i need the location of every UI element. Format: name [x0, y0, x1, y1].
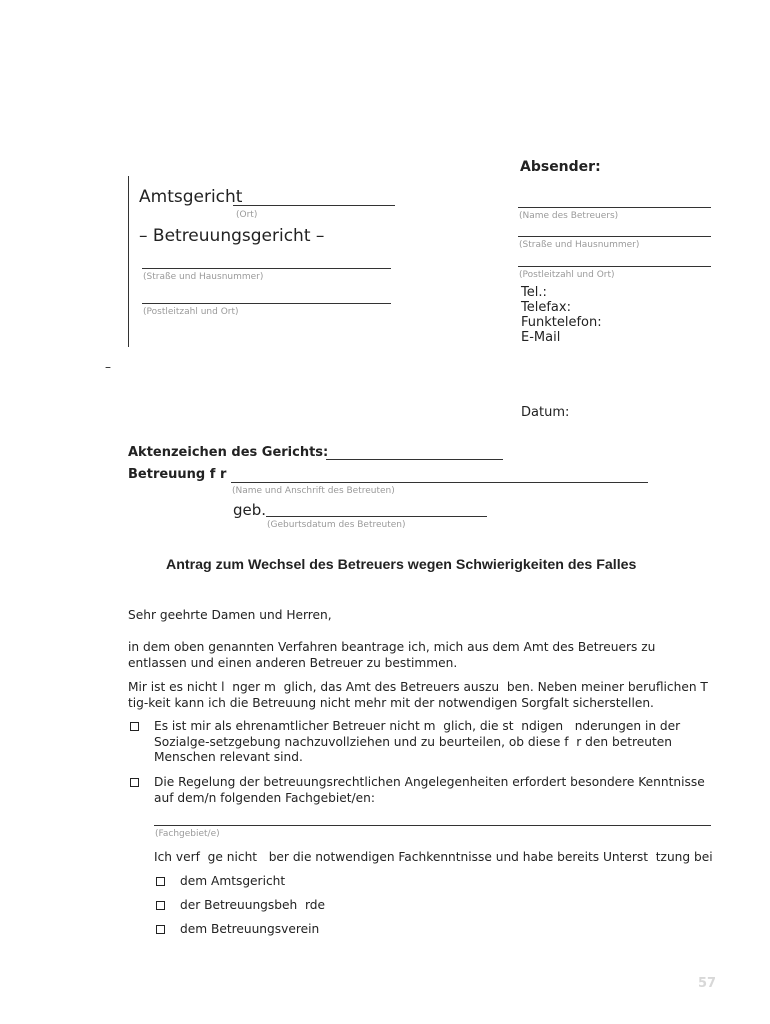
field-hint: (Fachgebiet/e)	[155, 829, 220, 839]
support-option-authority: der Betreuungsbeh rde	[180, 898, 325, 912]
court-city-hint: (Postleitzahl und Ort)	[143, 307, 239, 317]
sender-city-field[interactable]	[518, 266, 711, 267]
document-title: Antrag zum Wechsel des Betreuers wegen Schwierigkeiten des Falles	[166, 557, 637, 573]
court-title: Amtsgericht	[139, 187, 243, 207]
field-line[interactable]	[154, 825, 711, 826]
support-text: Ich verf ge nicht ber die notwendigen Fachkenntnisse und habe bereits Unterst tzung bei	[154, 850, 713, 864]
court-street-hint: (Straße und Hausnummer)	[143, 272, 264, 282]
support-option-association-checkbox[interactable]	[156, 925, 165, 934]
option1-checkbox[interactable]	[130, 722, 139, 731]
support-option-association: dem Betreuungsverein	[180, 922, 320, 936]
sender-tel-label: Tel.:	[521, 285, 547, 300]
option2-checkbox[interactable]	[130, 778, 139, 787]
support-option-authority-checkbox[interactable]	[156, 901, 165, 910]
sender-name-field[interactable]	[518, 207, 711, 208]
court-block-bar	[128, 176, 129, 347]
sender-heading: Absender:	[520, 159, 601, 175]
sender-fax-label: Telefax:	[521, 300, 571, 315]
care-for-hint: (Name und Anschrift des Betreuten)	[232, 486, 395, 496]
sender-email-label: E-Mail	[521, 330, 561, 345]
court-subtitle: – Betreuungsgericht –	[139, 226, 325, 246]
sender-street-field[interactable]	[518, 236, 711, 237]
paragraph-reason: Mir ist es nicht l nger m glich, das Amt des Betreuers auszu ben. Neben meiner beruflichen T tig-keit kann ich die Betreuung nicht mehr mit der notwendigen Sorgfalt sicherstellen.	[128, 680, 716, 710]
court-place-field[interactable]	[233, 205, 395, 206]
court-city-field[interactable]	[142, 303, 391, 304]
born-field[interactable]	[266, 516, 487, 517]
page-number: 57	[698, 976, 717, 991]
sender-name-hint: (Name des Betreuers)	[519, 211, 619, 221]
date-label: Datum:	[521, 405, 570, 420]
option1-text: Es ist mir als ehrenamtlicher Betreuer nicht m glich, die st ndigen nderungen in der Sozialge-setzgebung nachzuvollziehen und zu beurteilen, ob diese f r den betreuten Menschen relevant sind.	[154, 719, 685, 764]
care-for-label: Betreuung f r	[128, 467, 227, 482]
sender-street-hint: (Straße und Hausnummer)	[519, 240, 640, 250]
born-label: geb.	[233, 501, 267, 519]
support-option-court-checkbox[interactable]	[156, 877, 165, 886]
sender-city-hint: (Postleitzahl und Ort)	[519, 270, 615, 280]
fold-mark: –	[105, 360, 111, 374]
salutation: Sehr geehrte Damen und Herren,	[128, 608, 332, 622]
file-number-field[interactable]	[326, 459, 503, 460]
option2-text: Die Regelung der betreuungsrechtlichen Angelegenheiten erfordert besondere Kenntnisse auf dem/n folgenden Fachgebiet/en:	[154, 775, 705, 805]
care-for-field[interactable]	[231, 482, 648, 483]
support-option-court: dem Amtsgericht	[180, 874, 286, 888]
court-street-field[interactable]	[142, 268, 391, 269]
paragraph-request: in dem oben genannten Verfahren beantrage ich, mich aus dem Amt des Betreuers zu entlassen und einen anderen Betreuer zu bestimmen.	[128, 640, 656, 670]
court-place-hint: (Ort)	[236, 210, 258, 220]
born-hint: (Geburtsdatum des Betreuten)	[267, 520, 406, 530]
file-number-label: Aktenzeichen des Gerichts:	[128, 445, 329, 460]
sender-mobile-label: Funktelefon:	[521, 315, 602, 330]
